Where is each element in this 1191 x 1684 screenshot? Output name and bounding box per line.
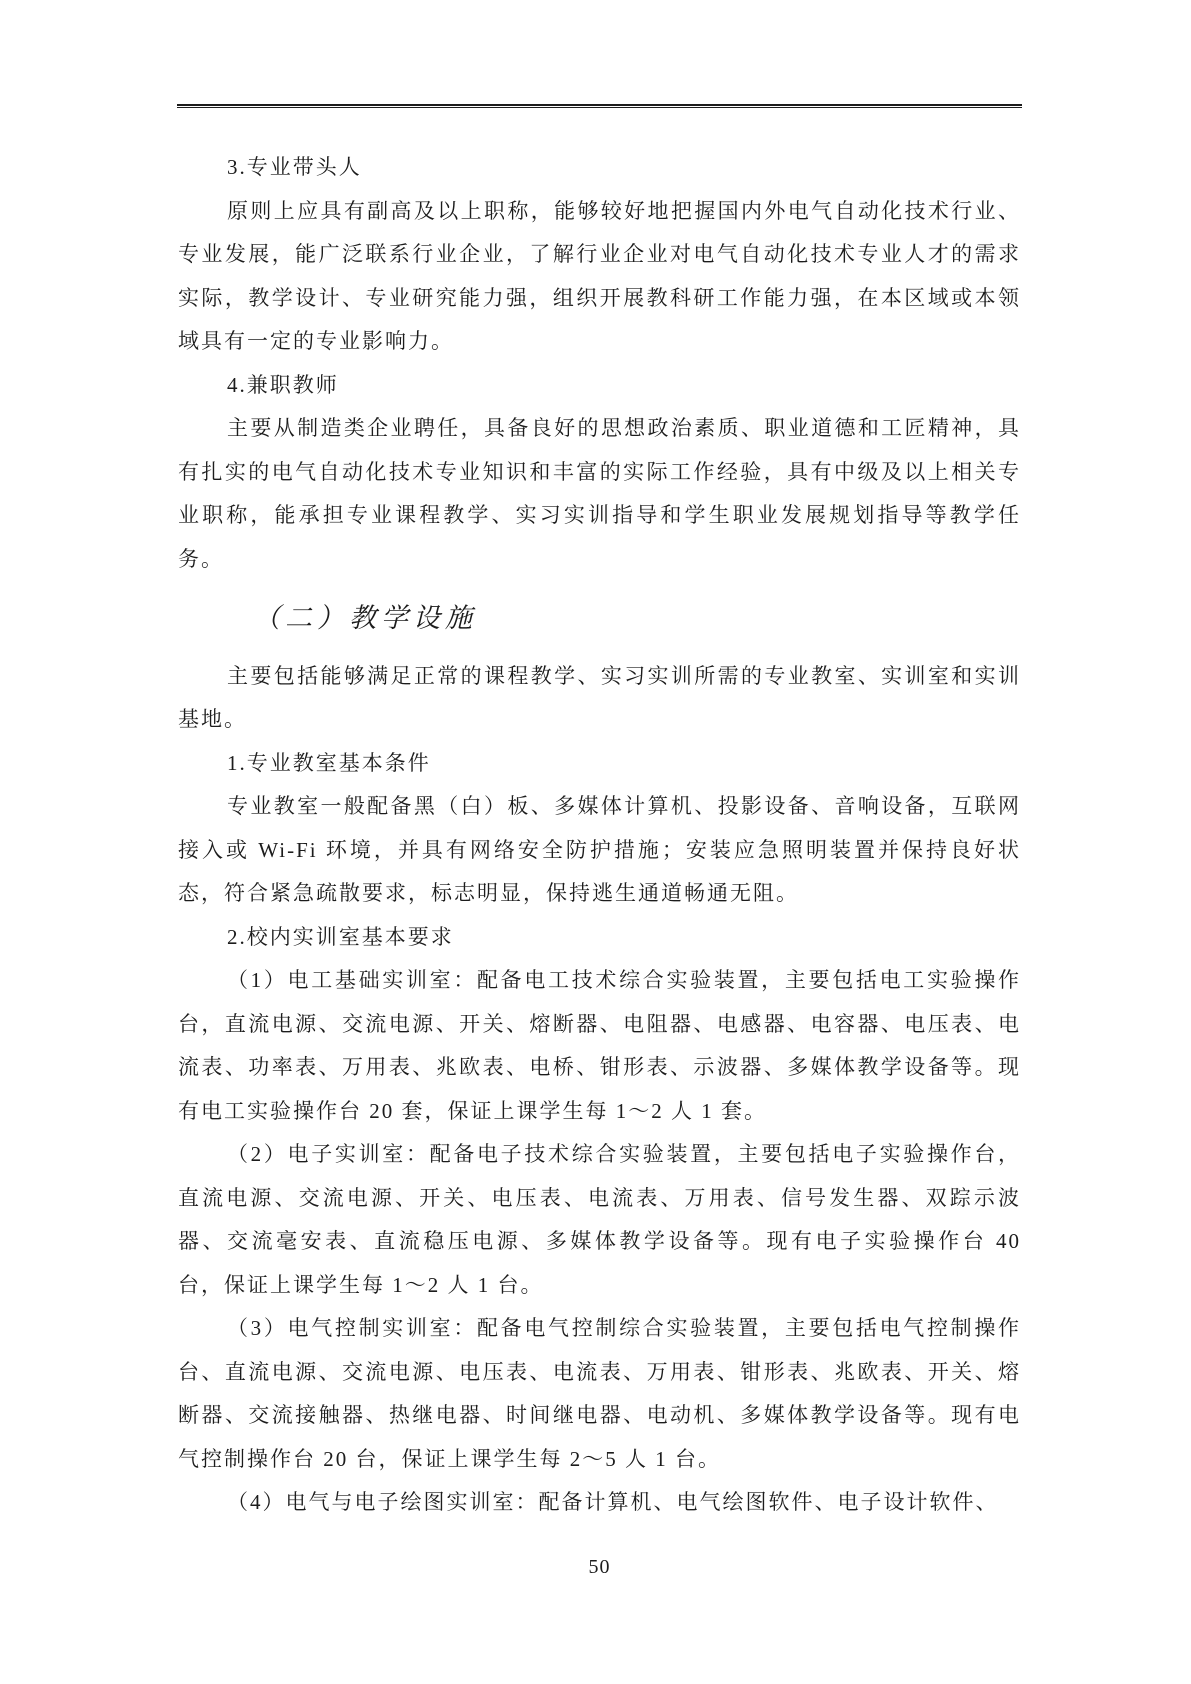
document-body (178, 146, 1021, 1525)
page-number: 50 (588, 1556, 611, 1578)
body-paragraph: （3）电气控制实训室：配备电气控制综合实验装置，主要包括电气控制操作台、直流电源、交流电源、电压表、电流表、万用表、钳形表、兆欧表、开关、熔断器、交流接触器、热继电器、时间继电器、电动机、多媒体教学设备等。现有电气控制操作台 20 台，保证上课学生每 2～5 人 1 台。 (178, 1316, 1021, 1471)
numbered-heading: 2.校内实训室基本要求 (227, 924, 454, 949)
numbered-heading: 3.专业带头人 (227, 155, 362, 179)
numbered-heading: 1.专业教室基本条件 (227, 750, 431, 775)
header-border-rule (177, 104, 1022, 108)
numbered-heading: 4.兼职教师 (227, 372, 339, 397)
body-paragraph: 专业教室一般配备黑（白）板、多媒体计算机、投影设备、音响设备，互联网接入或 Wi-Fi 环境，并具有网络安全防护措施；安装应急照明装置并保持良好状态，符合紧急疏散要求，标志明显，保持逃生通道畅通无阻。 (178, 794, 1021, 905)
body-paragraph: （2）电子实训室：配备电子技术综合实验装置，主要包括电子实验操作台，直流电源、交流电源、开关、电压表、电流表、万用表、信号发生器、双踪示波器、交流毫安表、直流稳压电源、多媒体教学设备等。现有电子实验操作台 40 台，保证上课学生每 1～2 人 1 台。 (178, 1142, 1021, 1297)
body-paragraph: 主要包括能够满足正常的课程教学、实习实训所需的专业教室、实训室和实训基地。 (178, 663, 1021, 731)
section-heading: （二）教学设施 (253, 603, 477, 633)
body-paragraph: 原则上应具有副高及以上职称，能够较好地把握国内外电气自动化技术行业、专业发展，能广泛联系行业企业，了解行业企业对电气自动化技术专业人才的需求实际，教学设计、专业研究能力强，组织开展教科研工作能力强，在本区域或本领域具有一定的专业影响力。 (178, 198, 1021, 353)
body-paragraph: 主要从制造类企业聘任，具备良好的思想政治素质、职业道德和工匠精神，具有扎实的电气自动化技术专业知识和丰富的实际工作经验，具有中级及以上相关专业职称，能承担专业课程教学、实习实训指导和学生职业发展规划指导等教学任务。 (178, 416, 1021, 571)
body-paragraph: （4）电气与电子绘图实训室：配备计算机、电气绘图软件、电子设计软件、 (227, 1490, 999, 1514)
body-paragraph: （1）电工基础实训室：配备电工技术综合实验装置，主要包括电工实验操作台，直流电源、交流电源、开关、熔断器、电阻器、电感器、电容器、电压表、电流表、功率表、万用表、兆欧表、电桥、钳形表、示波器、多媒体教学设备等。现有电工实验操作台 20 套，保证上课学生每 1～2 人 1 套。 (178, 968, 1021, 1123)
